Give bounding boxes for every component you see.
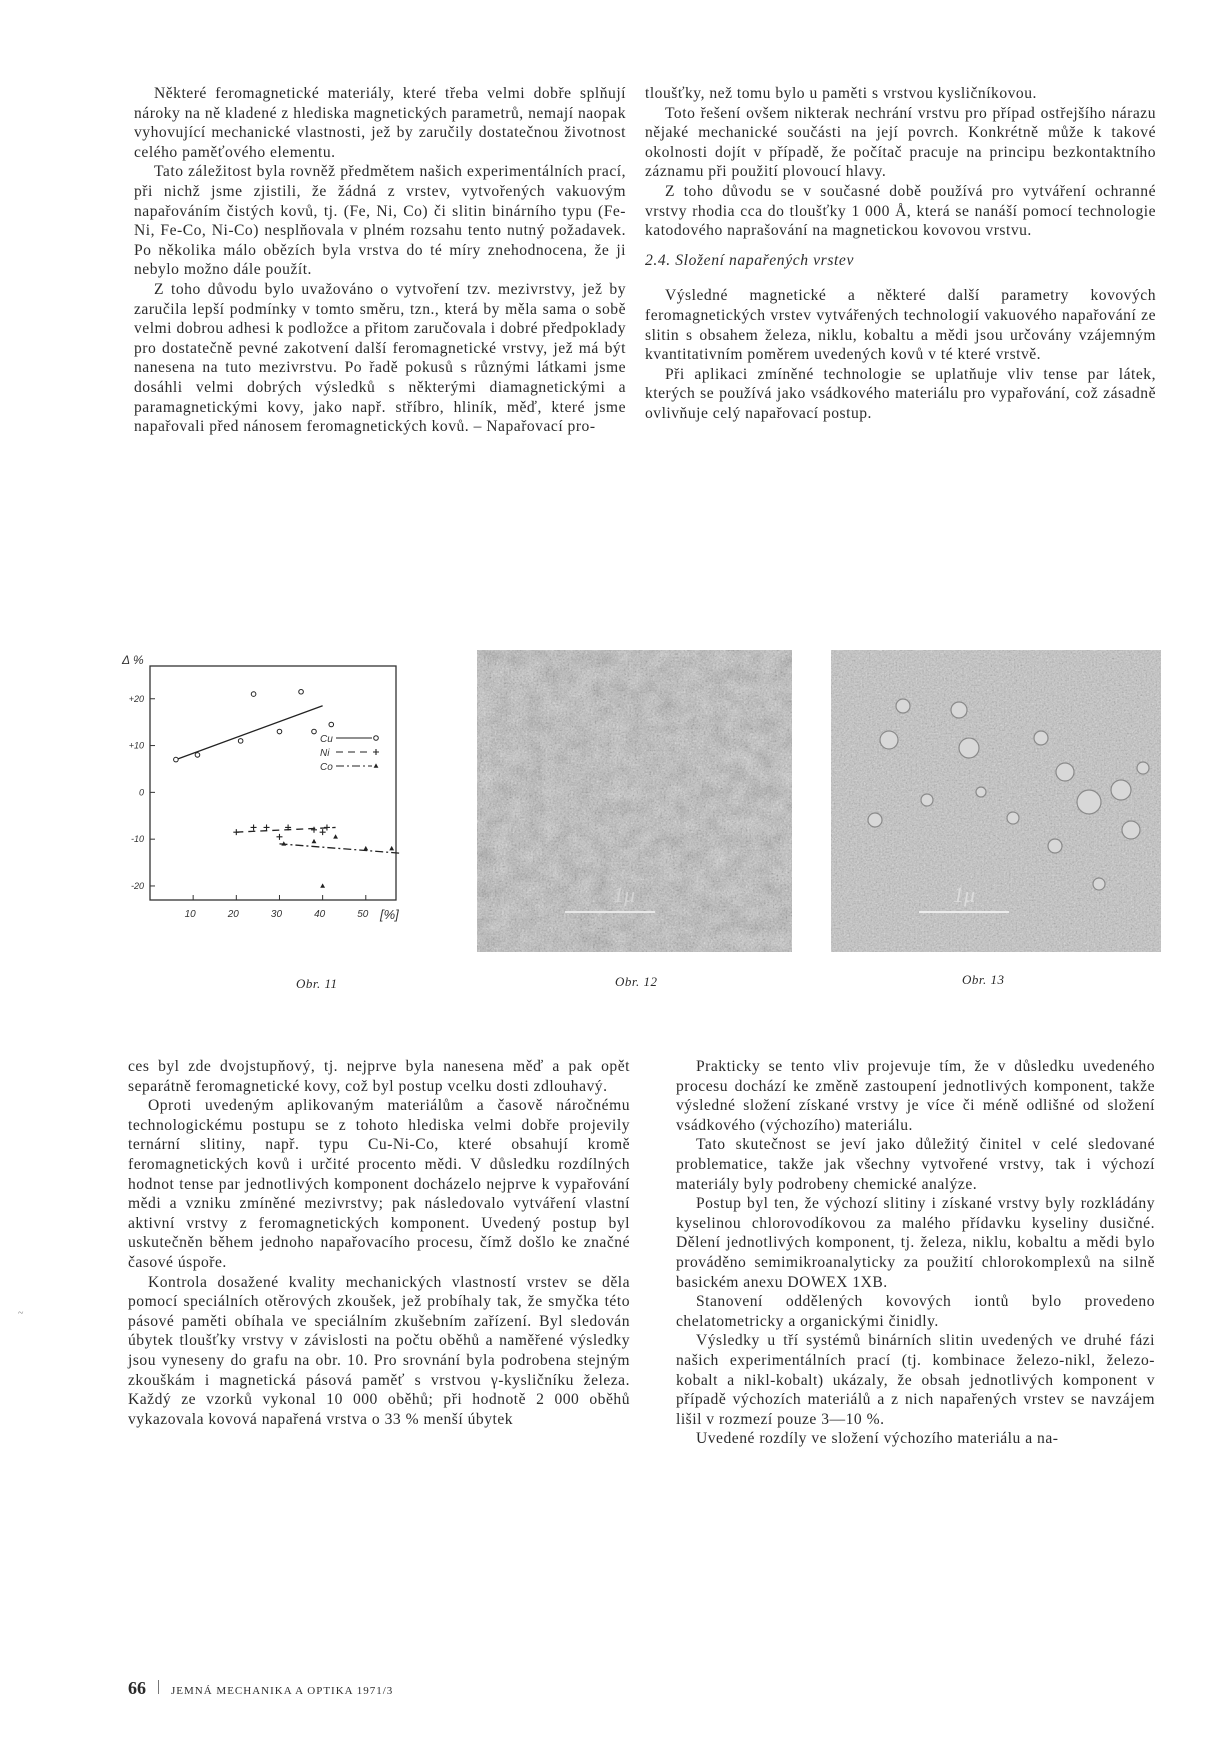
data-point (324, 824, 330, 830)
y-tick-label: +20 (128, 693, 144, 704)
figure-11-caption: Obr. 11 (296, 976, 338, 991)
paragraph: Stanovení oddělených kovových iontů bylo provedeno chelatometricky a organickými činidly. (676, 1293, 1155, 1330)
data-point (363, 846, 368, 850)
data-point (373, 749, 379, 755)
data-point (251, 824, 257, 830)
legend-label: Ni (320, 748, 330, 759)
paragraph: Při aplikaci zmíněné technologie se uplatňuje vliv tense par látek, kterých se používá jako vsádkového materiálu pro vypařování, což zásadně ovlivňuje celý napařovací postup. (645, 365, 1156, 422)
y-axis-label: Δ % (122, 654, 144, 667)
x-tick-label: 10 (184, 909, 196, 920)
column-bottom-right (676, 1057, 1155, 1449)
figure-12-caption: Obr. 12 (615, 974, 658, 989)
data-point (174, 757, 179, 762)
legend-label: Cu (320, 734, 333, 745)
chart-svg (118, 654, 443, 959)
section-heading: 2.4. Složení napařených vrstev (645, 251, 854, 269)
paragraph: Z toho důvodu bylo uvažováno o vytvoření tzv. mezivrstvy, jež by zaručila lepší podmínky v tomto směru, tzn., která by měla sama o sobě velmi dobrou adhesi k podložce a přitom zaručovala i dobré předpoklady pro dostatečně pevné zakotvení další feromagnetické vrstvy, jež má být nanesena na tuto mezivrstvu. Po řadě pokusů s různými látkami jsme dosáhli velmi dobrých výsledků s některými diamagnetickými a paramagnetickými kovy, jako např. stříbro, hliník, měď, které jsme napařovali před nánosem feromagnetických kovů. – Napařovací pro- (134, 280, 626, 436)
data-point (374, 763, 379, 767)
data-point (276, 834, 282, 840)
column-top-right (645, 84, 1156, 424)
series-trend-line (279, 844, 400, 853)
paragraph: Tato záležitost byla rovněž předmětem našich experimentálních prací, při nichž jsme zjistili, že žádná z vrstev, vytvořených vakuovým napařováním čistých kovů, tj. (Fe, Ni, Co) či slitin binárního typu (Fe-Ni, Fe-Co, Ni-Co) nesplňovala v plném rozsahu tento nutný požadavek. Po několika málo obězích byla vrstva do té míry znehodnocena, že ji nebylo možno dále použít. (134, 163, 626, 279)
page-number: 66 (128, 1678, 146, 1698)
micrograph-image (831, 650, 1161, 952)
data-point (320, 829, 326, 835)
scale-bar-label: 1μ (953, 882, 976, 907)
paragraph: Kontrola dosažené kvality mechanických vlastností vrstev se děla pomocí speciálních otěrových zkoušek, jež probíhaly tak, že smyčka této pásové paměti obíhala ve speciálním zkušebním zařízení. Byl sledován úbytek tloušťky vrstvy v závislosti na počtu oběhů a naměřené výsledky jsou vyneseny do grafu na obr. 10. Pro srovnání byla podrobena stejným zkouškám i magnetická pásová paměť s vrstvou γ-kysličníku železa. Každý ze vzorků vykonal 10 000 oběhů; při hodnotě 2 000 oběhů vykazovala kovová napařená vrstva o 33 % menší úbytek (128, 1273, 630, 1428)
paragraph: Tato skutečnost se jeví jako důležitý činitel v celé sledované problematice, takže jak všechny vytvořené vrstvy, tak i výchozí materiály byly podrobeny chemické analýze. (676, 1136, 1155, 1193)
data-point (299, 689, 304, 694)
x-tick-label: 20 (227, 909, 239, 920)
paragraph: Výsledky u tří systémů binárních slitin uvedených ve druhé fázi našich experimentálních prací (tj. kombinace železo-nikl, železo-kobalt a nikl-kobalt) ukázaly, že obsah jednotlivých komponent v případě výchozích materiálů a z nich napařených vrstev se navzájem lišil v rozmezí pouze 3—10 %. (676, 1332, 1155, 1428)
column-bottom-left (128, 1057, 630, 1429)
y-tick-label: -20 (130, 880, 144, 891)
data-point (333, 834, 338, 838)
series-trend-line (176, 706, 323, 760)
data-point (374, 736, 379, 741)
figure-12-micrograph (477, 650, 792, 952)
y-tick-label: +10 (128, 740, 144, 751)
data-point (238, 739, 243, 744)
page-footer (128, 1678, 393, 1699)
journal-name: JEMNÁ MECHANIKA A OPTIKA 1971/3 (171, 1685, 394, 1697)
data-point (329, 722, 334, 727)
paragraph: ces byl zde dvojstupňový, tj. nejprve byla nanesena měď a pak opět separátně feromagnetické kovy, což byl postup vcelku dosti zdlouhavý. (128, 1058, 630, 1095)
data-point (311, 827, 317, 833)
x-tick-label: 50 (357, 909, 369, 920)
paragraph: Uvedené rozdíly ve složení výchozího materiálu a na- (696, 1430, 1059, 1448)
data-point (312, 839, 317, 843)
x-tick-label: 40 (314, 909, 326, 920)
data-point (277, 729, 282, 734)
paragraph: tloušťky, než tomu bylo u paměti s vrstvou kysličníkovou. (645, 85, 1037, 102)
paragraph: Prakticky se tento vliv projevuje tím, že v důsledku uvedeného procesu dochází ke změně zastoupení jednotlivých komponent, takže výsledné složení získané vrstvy je více či méně odlišné od složení vsádkového (výchozího) materiálu. (676, 1058, 1155, 1134)
data-point (389, 846, 394, 850)
data-point (320, 883, 325, 887)
paragraph: Některé feromagnetické materiály, které třeba velmi dobře splňují nároky na ně kladené z hlediska magnetických parametrů, nemají naopak vyhovující mechanické vlastnosti, jež by zaručily dostatečnou životnost celého paměťového elementu. (134, 85, 626, 161)
data-point (312, 729, 317, 734)
y-tick-label: -10 (130, 834, 144, 845)
scale-bar-label: 1μ (613, 882, 636, 907)
series-trend-line (236, 827, 335, 832)
paragraph: Oproti uvedeným aplikovaným materiálům a časově náročnému technologickému postupu se z tohoto hlediska velmi dobře projevily ternární slitiny, např. typu Cu-Ni-Co, které obsahují kromě feromagnetických kovů i určité procento mědi. V důsledku rozdílných hodnot tense par jednotlivých komponent docházelo nejprve k vypařování mědi a vzniku zmíněné mezivrstvy; pak následovalo vytváření vlastní aktivní vrstvy z feromagnetických komponent. Uvedený postup byl uskutečněn během jednoho napařovacího procesu, čímž došlo ke značné časové úspoře. (128, 1097, 630, 1271)
x-axis-label: [%] (380, 907, 399, 922)
figure-13-micrograph (831, 650, 1161, 952)
data-point (195, 753, 200, 758)
y-tick-label: 0 (138, 787, 144, 798)
column-top-left (134, 84, 626, 437)
footer-divider (158, 1680, 159, 1694)
figure-13-caption: Obr. 13 (962, 972, 1005, 987)
x-tick-label: 30 (270, 909, 283, 920)
data-point (264, 824, 270, 830)
data-point (233, 829, 239, 835)
paragraph: Toto řešení ovšem nikterak nechrání vrstvu pro případ ostřejšího nárazu nějaké mechanické součásti na její povrch. Konkrétně může k takové okolnosti dojít v případě, že počítač pracuje na principu bezkontaktního záznamu při použití plovoucí hlavy. (645, 104, 1156, 181)
micrograph-image (477, 650, 792, 952)
scan-mark: ~ (18, 1308, 24, 1319)
paragraph: Výsledné magnetické a některé další parametry kovových feromagnetických vrstev vytvářených technologií vakuového napařování ze slitin s obsahem železa, niklu, kobaltu a mědi jsou určovány vzájemným kvantitativním poměrem uvedených kovů v té které vrstvě. (645, 287, 1156, 364)
legend-label: Co (320, 762, 333, 773)
plot-frame (150, 666, 396, 900)
figure-11-chart (118, 654, 443, 959)
paragraph: Postup byl ten, že výchozí slitiny i získané vrstvy byly rozkládány kyselinou chlorovodíkovou za malého přídavku kyseliny dusičné. Dělení jednotlivých komponent, tj. železa, niklu, kobaltu a mědi bylo prováděno semimikroanalyticky za použití chlorokomplexů na silně basickém anexu DOWEX 1XB. (676, 1195, 1155, 1291)
paragraph: Z toho důvodu se v současné době používá pro vytváření ochranné vrstvy rhodia cca do tloušťky 1 000 Å, která se nanáší pomocí technologie katodového naprašování na magnetickou kovovou vrstvu. (645, 182, 1156, 240)
data-point (251, 692, 256, 697)
